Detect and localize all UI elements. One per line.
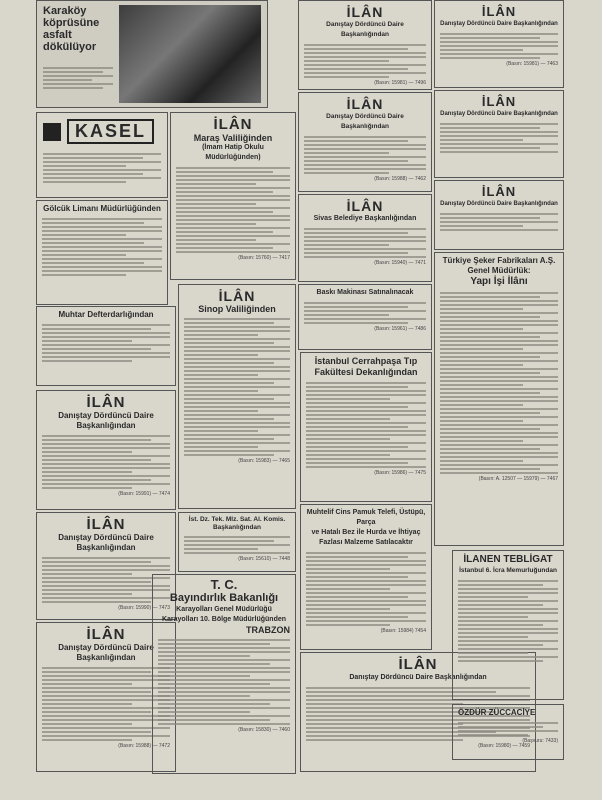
ad-istanbul-cerrahpasa <box>300 352 432 502</box>
ad-title: İstanbul Cerrahpaşa Tıp <box>314 356 418 366</box>
headline-line: döküIüyor <box>43 41 97 53</box>
ad-golcuk <box>36 200 168 305</box>
ad-subtitle: Danıştay Dördüncü Daire Başkanlığından <box>58 533 154 552</box>
ad-title: Fakültesi Dekanlığından <box>314 367 418 377</box>
kasel-logo-icon <box>43 123 61 141</box>
ad-title: Gölcük Limanı Müdürlüğünden <box>43 204 161 213</box>
ad-subtitle: Danıştay Dördüncü Daire Başkanlığından <box>326 21 404 38</box>
ad-title: İLÂN <box>213 116 253 133</box>
ad-danistay-4 <box>298 0 432 90</box>
ad-muhtelif <box>300 504 432 650</box>
ad-subtitle: Danıştay Dördüncü Daire Başkanlığından <box>440 111 558 117</box>
ad-danistay-8 <box>434 90 564 178</box>
ad-danistay-9 <box>434 180 564 250</box>
ad-footer: (Basın: 15980) — 7459 <box>478 743 530 749</box>
ad-title: Yapı İşi İlânı <box>470 276 528 287</box>
ad-title: İLÂN <box>86 516 126 533</box>
ad-footer: (Basın: 15988) — 7462 <box>374 176 426 182</box>
ad-title: Baskı Makinası Satınalınacak <box>316 289 414 296</box>
headline-line: Karaköy <box>43 5 87 17</box>
ad-subtitle: Danıştay Dördüncü Daire Başkanlığından <box>440 201 558 207</box>
ad-title: Bayındırlık Bakanlığı <box>169 592 279 604</box>
ad-footer: (Basın: 15610) — 7448 <box>238 556 290 562</box>
ad-ist-dz <box>178 512 296 572</box>
ad-footer: (Basın: 15986) — 7475 <box>374 470 426 476</box>
ad-title: İLÂN <box>481 94 517 109</box>
ad-footer: (Basın: 15981) — 7463 <box>506 61 558 67</box>
ad-subtitle: Karayolları Genel Müdürlüğü <box>176 606 272 613</box>
ad-footer: (Basın: 15991) — 7474 <box>118 491 170 497</box>
ad-title: Türkiye Şeker Fabrikaları A.Ş. <box>442 256 556 265</box>
ad-ozdur <box>452 704 564 760</box>
ad-title: ve Hatalı Bez ile Hurda ve İhtiyaç <box>311 529 421 536</box>
ad-footer: (Basın: 15984) 7454 <box>380 628 426 634</box>
ad-title: Genel Müdürlük: <box>467 266 531 275</box>
ad-sivas <box>298 194 432 282</box>
ad-subtitle: Danıştay Dördüncü Daire Başkanlığından <box>58 643 154 662</box>
ad-footer: (Basın: 15961) — 7486 <box>374 326 426 332</box>
ad-subtitle: Danıştay Dördüncü Daire Başkanlığından <box>326 113 404 130</box>
ad-title: İLANEN TEBLİGAT <box>463 554 553 565</box>
kasel-ad <box>36 112 168 198</box>
ad-subtitle: Sivas Belediye Başkanlığından <box>313 215 417 222</box>
ad-footer: (Başvuru: 7433) <box>522 738 558 744</box>
ad-title: İLÂN <box>346 96 384 112</box>
ad-subtitle: Danıştay Dördüncü Daire Başkanlığından <box>440 21 558 27</box>
ad-subtitle: TRABZON <box>246 625 290 635</box>
ad-sinop <box>178 284 296 509</box>
ad-title: İst. Dz. Tek. Mlz. Sat. Al. Komis. Başkanlığından <box>188 516 286 531</box>
headline-line: asfalt <box>43 29 72 41</box>
ad-title: Muhtar Defterdarlığından <box>58 310 154 319</box>
headline-photo-block <box>36 0 268 108</box>
ad-seker <box>434 252 564 546</box>
ad-footer: (Basın: 15990) — 7473 <box>118 605 170 611</box>
ad-tc-bayindirlik <box>152 574 296 774</box>
ad-title: İLÂN <box>398 656 438 673</box>
ad-footer: (Basın: 15830) — 7460 <box>238 727 290 733</box>
ad-subtitle: (İmam Hatip Okulu Müdürlüğünden) <box>202 144 264 161</box>
ad-title: İLÂN <box>86 626 126 643</box>
ad-subtitle: İstanbul 6. İcra Memurluğundan <box>459 567 557 574</box>
ad-maras <box>170 112 296 280</box>
ad-muhtar <box>36 306 176 386</box>
ad-title: İLÂN <box>218 288 256 304</box>
ad-title: ÖZDÜR ZÜCCACİYE <box>458 708 536 717</box>
ad-baski <box>298 284 432 350</box>
ad-subtitle: Maraş Valiliğinden <box>193 133 273 143</box>
ad-subtitle: Danıştay Dördüncü Daire Başkanlığından <box>58 411 154 430</box>
ad-title: İLÂN <box>346 4 384 20</box>
ad-footer: (Basın: 15988) — 7472 <box>118 743 170 749</box>
ad-subtitle: Danıştay Dördüncü Daire Başkanlığından <box>349 674 487 681</box>
ad-danistay-7 <box>434 0 564 88</box>
kasel-name: KASEL <box>67 119 154 144</box>
ad-subtitle: Sinop Valiliğinden <box>198 304 276 314</box>
ad-subtitle: Karayolları 10. Bölge Müdürlüğünden <box>161 616 287 623</box>
ad-ilanen-teblig <box>452 550 564 700</box>
ad-footer: (Basın: 15981) — 7496 <box>374 80 426 86</box>
ad-footer: (Basın: 15983) — 7465 <box>238 458 290 464</box>
ad-footer: (Basın: 15760) — 7417 <box>238 255 290 261</box>
ad-title: Fazlası Malzeme Satılacaktır <box>319 539 413 546</box>
ad-footer: (Basın: 15940) — 7471 <box>374 260 426 266</box>
ad-title: Muhtelif Cins Pamuk Telefi, Üstüpü, Parça <box>306 509 426 526</box>
ad-danistay-5 <box>298 92 432 192</box>
ad-footer: (Basın: A. 12507 — 15979) — 7467 <box>478 476 558 482</box>
ad-title: İLÂN <box>346 198 384 214</box>
ad-title: İLÂN <box>481 184 517 199</box>
headline <box>43 5 113 53</box>
ad-title: İLÂN <box>481 4 517 19</box>
ad-title: İLÂN <box>86 394 126 411</box>
ad-danistay-1 <box>36 390 176 510</box>
ad-title: T. C. <box>210 577 238 592</box>
news-photo <box>119 5 261 103</box>
headline-line: köprüsüne <box>43 17 100 29</box>
